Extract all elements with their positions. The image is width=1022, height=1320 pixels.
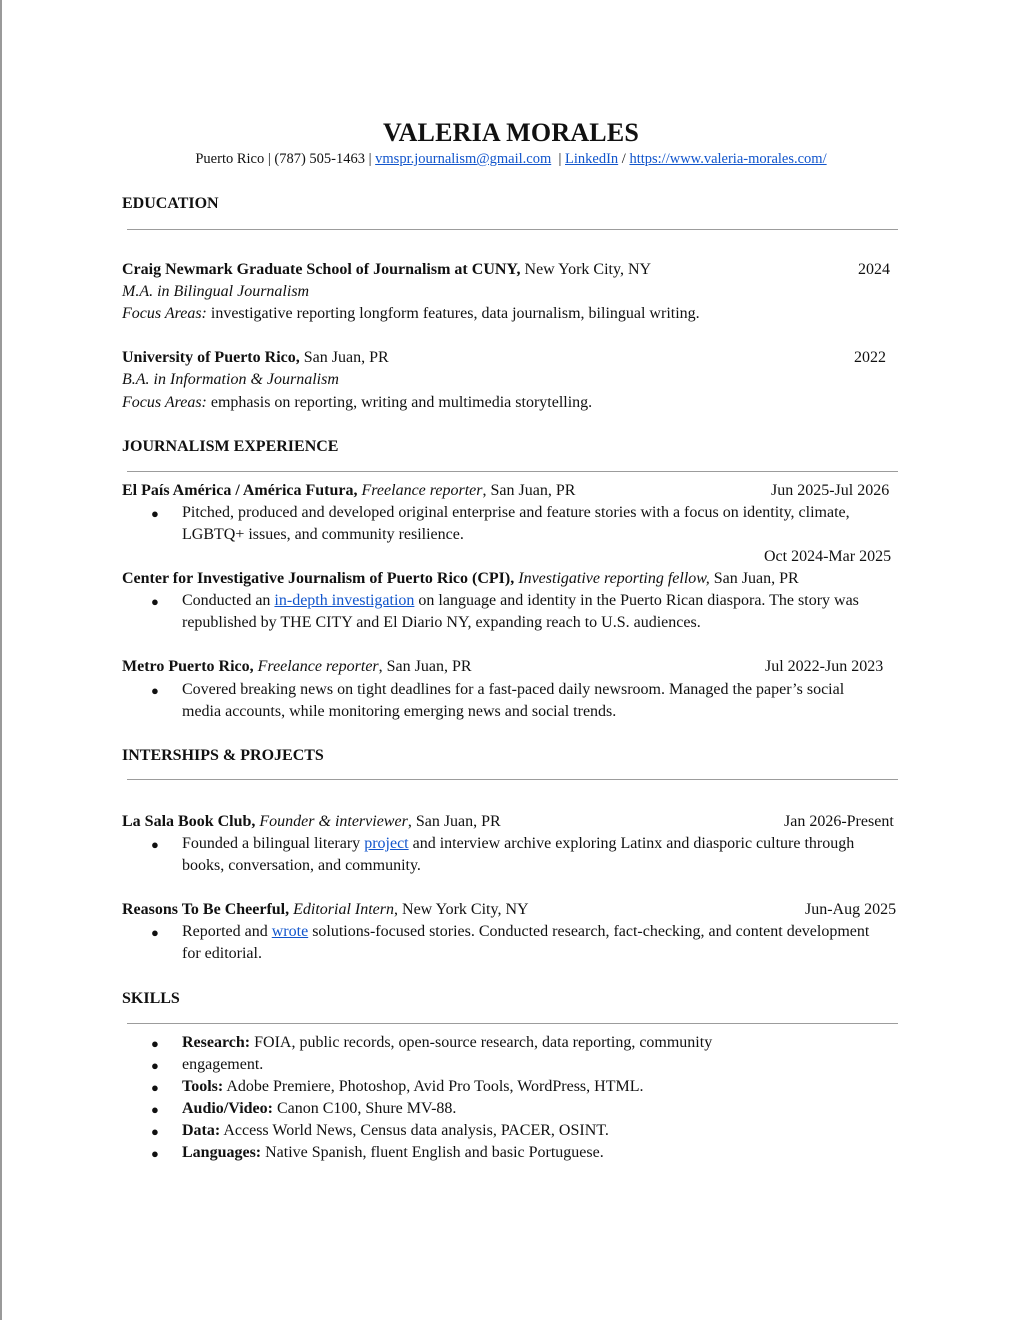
location-phone: Puerto Rico | (787) 505-1463 | bbox=[195, 151, 372, 167]
education-year: 2024 bbox=[858, 261, 890, 278]
school-name: Craig Newmark Graduate School of Journalism at CUNY, bbox=[122, 261, 521, 278]
school-location: New York City, NY bbox=[524, 261, 652, 278]
focus-areas: Focus Areas: investigative reporting longform features, data journalism, bilingual writing. bbox=[122, 305, 700, 322]
skill-item: Data: Access World News, Census data analysis, PACER, OSINT. bbox=[182, 1122, 609, 1139]
experience-entry-heading: Metro Puerto Rico, Freelance reporter, San Juan, PR bbox=[122, 658, 472, 675]
degree: B.A. in Information & Journalism bbox=[122, 371, 339, 388]
section-divider bbox=[127, 229, 898, 230]
experience-dates: Jun 2025-Jul 2026 bbox=[771, 482, 890, 499]
education-entry-heading bbox=[122, 349, 389, 367]
project-entry-heading: Reasons To Be Cheerful, Editorial Intern, New York City, NY bbox=[122, 901, 529, 918]
experience-entry-heading: El País América / América Futura, Freelance reporter, San Juan, PR bbox=[122, 482, 576, 499]
bullet-text: for editorial. bbox=[182, 945, 262, 962]
bullet-point: ● bbox=[151, 1036, 159, 1051]
contact-line bbox=[0, 151, 1022, 168]
bullet-point: ● bbox=[151, 1146, 159, 1161]
resume-name: VALERIA MORALES bbox=[382, 118, 640, 147]
experience-entry-heading: Center for Investigative Journalism of Puerto Rico (CPI), Investigative reporting fellow, San Juan, PR bbox=[122, 570, 799, 587]
contact-slash: / bbox=[621, 151, 626, 167]
bullet-point: ● bbox=[151, 1124, 159, 1139]
project-entry-heading: La Sala Book Club, Founder & interviewer, San Juan, PR bbox=[122, 813, 501, 830]
degree: M.A. in Bilingual Journalism bbox=[122, 283, 310, 300]
focus-areas: Focus Areas: emphasis on reporting, writing and multimedia storytelling. bbox=[122, 394, 593, 411]
website-link[interactable]: https://www.valeria-morales.com/ bbox=[629, 151, 827, 167]
experience-dates: Jul 2022-Jun 2023 bbox=[765, 658, 884, 675]
contact-separator: | bbox=[558, 151, 562, 167]
skill-item: Research: FOIA, public records, open-source research, data reporting, community bbox=[182, 1034, 713, 1051]
section-title-education: EDUCATION bbox=[122, 195, 219, 212]
section-title-experience: JOURNALISM EXPERIENCE bbox=[122, 438, 339, 455]
bullet-text: republished by THE CITY and El Diario NY, expanding reach to U.S. audiences. bbox=[182, 614, 701, 631]
section-divider bbox=[127, 1023, 898, 1024]
project-dates: Jun-Aug 2025 bbox=[805, 901, 897, 918]
bullet-text: media accounts, while monitoring emerging news and social trends. bbox=[182, 703, 617, 720]
bullet-point: ● bbox=[151, 925, 159, 940]
experience-dates: Oct 2024-Mar 2025 bbox=[764, 548, 892, 565]
school-name: University of Puerto Rico, bbox=[122, 349, 300, 366]
bullet-point: ● bbox=[151, 1080, 159, 1095]
section-title-internships: INTERSHIPS & PROJECTS bbox=[122, 747, 324, 764]
section-title-skills: SKILLS bbox=[122, 990, 180, 1007]
skill-item: Tools: Adobe Premiere, Photoshop, Avid Pro Tools, WordPress, HTML. bbox=[182, 1078, 644, 1095]
linkedin-link[interactable]: LinkedIn bbox=[565, 151, 619, 167]
bullet-text: LGBTQ+ issues, and community resilience. bbox=[182, 526, 464, 543]
education-year: 2022 bbox=[854, 349, 886, 366]
bullet-point: ● bbox=[151, 594, 159, 609]
bullet-text: Covered breaking news on tight deadlines for a fast-paced daily newsroom. Managed the paper’s social bbox=[182, 681, 845, 698]
bullet-point: ● bbox=[151, 506, 159, 521]
email-link[interactable]: vmspr.journalism@gmail.com bbox=[375, 151, 552, 167]
bullet-point: ● bbox=[151, 1102, 159, 1117]
bullet-point: ● bbox=[151, 683, 159, 698]
skill-item: Languages: Native Spanish, fluent English and basic Portuguese. bbox=[182, 1144, 604, 1161]
bullet-point: ● bbox=[151, 837, 159, 852]
bullet-point: ● bbox=[151, 1058, 159, 1073]
skill-item-continued: engagement. bbox=[182, 1056, 264, 1073]
skill-item: Audio/Video: Canon C100, Shure MV-88. bbox=[182, 1100, 457, 1117]
bullet-text: Founded a bilingual literary project and interview archive exploring Latinx and diasporic culture through bbox=[182, 835, 855, 852]
education-entry-heading bbox=[122, 261, 651, 279]
section-divider bbox=[127, 471, 898, 472]
bullet-text: Pitched, produced and developed original enterprise and feature stories with a focus on identity, climate, bbox=[182, 504, 850, 521]
investigation-link[interactable]: in-depth investigation bbox=[274, 592, 415, 609]
bullet-text: Reported and wrote solutions-focused stories. Conducted research, fact-checking, and content development bbox=[182, 923, 870, 940]
wrote-link[interactable]: wrote bbox=[271, 923, 309, 940]
bullet-text: books, conversation, and community. bbox=[182, 857, 421, 874]
bullet-text: Conducted an in-depth investigation on language and identity in the Puerto Rican diaspora. The story was bbox=[182, 592, 859, 609]
section-divider bbox=[127, 779, 898, 780]
school-location: San Juan, PR bbox=[303, 349, 389, 366]
project-dates: Jan 2026-Present bbox=[784, 813, 894, 830]
project-link[interactable]: project bbox=[364, 835, 409, 852]
